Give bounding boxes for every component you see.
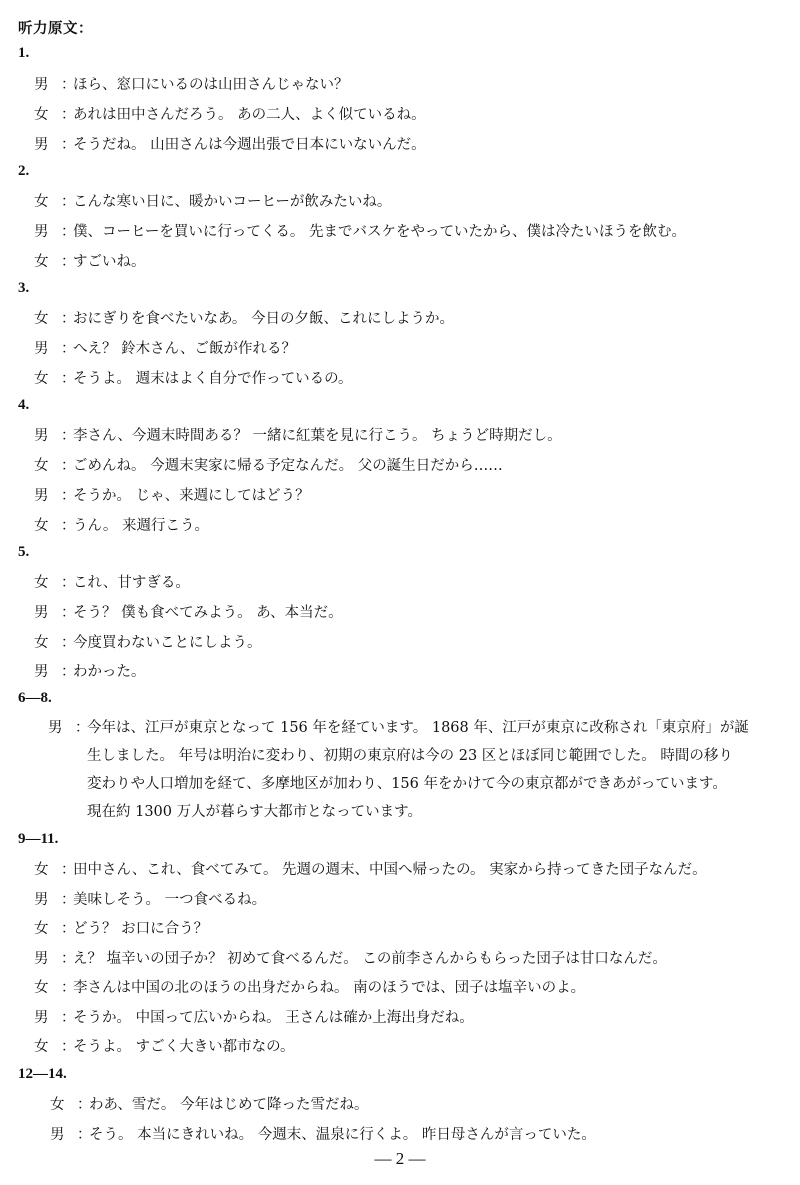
speaker-separator: ： [61, 892, 76, 908]
dialogue-text: そうか。 中国って広いからね。 王さんは確か上海出身だね。 [73, 1010, 474, 1026]
page-title: 听力原文： [18, 21, 93, 37]
speaker-label: 男 [34, 488, 49, 504]
monologue-line [87, 774, 727, 794]
speaker-label: 男 [34, 951, 49, 967]
dialogue-line [34, 135, 426, 155]
dialogue-line [34, 978, 585, 998]
monologue-line [48, 718, 749, 738]
section-number: 5. [18, 544, 30, 560]
dialogue-text: こんな寒い日に、暖かいコーヒーが飲みたいね。 [73, 194, 392, 210]
speaker-label: 女 [34, 575, 49, 591]
dialogue-line [34, 1008, 474, 1028]
dialogue-line [34, 105, 426, 125]
speaker-label: 男 [34, 1010, 49, 1026]
dialogue-text: 田中さん、これ、食べてみて。 先週の週末、中国へ帰ったの。 実家から持ってきた団子なんだ。 [73, 862, 707, 878]
dialogue-line [34, 573, 190, 593]
speaker-separator: ： [61, 77, 76, 93]
dialogue-line [34, 75, 349, 95]
speaker-label: 女 [34, 194, 49, 210]
section-number: 9—11. [18, 831, 59, 847]
dialogue-line [34, 919, 208, 939]
speaker-label: 女 [34, 254, 49, 270]
speaker-label: 女 [34, 311, 49, 327]
speaker-label: 男 [34, 341, 49, 357]
dialogue-text: ほら、窓口にいるのは山田さんじゃない？ [73, 77, 349, 93]
speaker-label: 男 [50, 1127, 65, 1143]
dialogue-text: そう。 本当にきれいね。 今週末、温泉に行くよ。 昨日母さんが言っていた。 [89, 1127, 596, 1143]
speaker-label: 男 [34, 137, 49, 153]
dialogue-text: そうだね。 山田さんは今週出張で日本にいないんだ。 [73, 137, 426, 153]
section-number: 2. [18, 163, 30, 179]
speaker-label: 男 [48, 720, 63, 736]
monologue-text: 現在約 1300 万人が暮らす大都市となっています。 [87, 804, 422, 820]
page-number: — 2 — [374, 1149, 426, 1168]
dialogue-text: 美味しそう。 一つ食べるね。 [73, 892, 267, 908]
speaker-separator: ： [61, 224, 76, 240]
section-number: 3. [18, 280, 30, 296]
dialogue-line [50, 1125, 596, 1145]
speaker-separator: ： [61, 635, 76, 651]
speaker-separator: ： [61, 575, 76, 591]
speaker-label: 男 [34, 892, 49, 908]
section-number: 4. [18, 397, 30, 413]
dialogue-line [34, 603, 343, 623]
dialogue-line [34, 192, 391, 212]
speaker-label: 男 [34, 605, 49, 621]
speaker-label: 女 [34, 921, 49, 937]
speaker-separator: ： [61, 311, 76, 327]
dialogue-line [34, 252, 146, 272]
dialogue-text: 今度買わないことにしよう。 [73, 635, 262, 651]
speaker-separator: ： [75, 720, 90, 736]
speaker-separator: ： [61, 1039, 76, 1055]
monologue-text: 変わりや人口増加を経て、多摩地区が加わり、156 年をかけて今の東京都ができあがっています。 [87, 776, 727, 792]
monologue-text: 生しました。 年号は明治に変わり、初期の東京府は今の 23 区とほぼ同じ範囲でした。 時間の移り [87, 748, 733, 764]
dialogue-text: 僕、コーヒーを買いに行ってくる。 先までバスケをやっていたから、僕は冷たいほうを飲む。 [73, 224, 687, 240]
dialogue-text: わあ、雪だ。 今年はじめて降った雪だね。 [89, 1097, 369, 1113]
dialogue-text: おにぎりを食べたいなあ。 今日の夕飯、これにしようか。 [73, 311, 455, 327]
dialogue-text: え？ 塩辛いの団子か？ 初めて食べるんだ。 この前李さんからもらった団子は甘口なんだ。 [73, 951, 667, 967]
dialogue-text: そう？ 僕も食べてみよう。 あ、本当だ。 [73, 605, 343, 621]
section-number: 1. [18, 45, 30, 61]
monologue-line [87, 802, 422, 822]
dialogue-text: わかった。 [73, 664, 146, 680]
speaker-separator: ： [61, 518, 76, 534]
monologue-line [87, 746, 733, 766]
speaker-separator: ： [61, 1010, 76, 1026]
speaker-separator: ： [61, 341, 76, 357]
dialogue-line [34, 486, 310, 506]
speaker-label: 女 [34, 371, 49, 387]
speaker-separator: ： [77, 1127, 92, 1143]
dialogue-line [34, 516, 209, 536]
speaker-separator: ： [61, 458, 76, 474]
dialogue-line [34, 426, 562, 446]
speaker-separator: ： [61, 980, 76, 996]
speaker-separator: ： [61, 488, 76, 504]
dialogue-line [34, 949, 667, 969]
dialogue-line [34, 890, 266, 910]
monologue-text: 今年は、江戸が東京となって 156 年を経ています。 1868 年、江戸が東京に改称され「東京府」が誕 [87, 720, 749, 736]
dialogue-text: 李さん、今週末時間ある？ 一緒に紅葉を見に行こう。 ちょうど時期だし。 [73, 428, 562, 444]
speaker-separator: ： [61, 664, 76, 680]
dialogue-text: そうか。 じゃ、来週にしてはどう？ [73, 488, 310, 504]
speaker-separator: ： [61, 862, 76, 878]
speaker-label: 女 [34, 980, 49, 996]
dialogue-line [34, 339, 296, 359]
dialogue-line [34, 456, 503, 476]
section-number: 6—8. [18, 690, 52, 706]
speaker-label: 女 [50, 1097, 65, 1113]
dialogue-line [34, 1037, 295, 1057]
speaker-label: 女 [34, 107, 49, 123]
dialogue-text: すごいね。 [73, 254, 146, 270]
speaker-separator: ： [61, 371, 76, 387]
dialogue-line [34, 633, 262, 653]
dialogue-text: これ、甘すぎる。 [73, 575, 190, 591]
speaker-label: 女 [34, 458, 49, 474]
dialogue-line [34, 860, 707, 880]
dialogue-line [34, 222, 686, 242]
speaker-separator: ： [61, 921, 76, 937]
speaker-label: 女 [34, 862, 49, 878]
dialogue-text: あれは田中さんだろう。 あの二人、よく似ているね。 [73, 107, 426, 123]
speaker-separator: ： [61, 107, 76, 123]
dialogue-line [50, 1095, 369, 1115]
speaker-label: 女 [34, 635, 49, 651]
dialogue-text: うん。 来週行こう。 [73, 518, 209, 534]
dialogue-line [34, 369, 353, 389]
dialogue-text: 李さんは中国の北のほうの出身だからね。 南のほうでは、団子は塩辛いのよ。 [73, 980, 586, 996]
section-number: 12—14. [18, 1066, 67, 1082]
speaker-label: 女 [34, 518, 49, 534]
dialogue-text: そうよ。 すごく大きい都市なの。 [73, 1039, 295, 1055]
speaker-separator: ： [61, 254, 76, 270]
speaker-label: 女 [34, 1039, 49, 1055]
speaker-separator: ： [77, 1097, 92, 1113]
dialogue-text: へえ？ 鈴木さん、ご飯が作れる？ [73, 341, 296, 357]
speaker-separator: ： [61, 605, 76, 621]
speaker-label: 男 [34, 428, 49, 444]
speaker-separator: ： [61, 137, 76, 153]
speaker-separator: ： [61, 428, 76, 444]
speaker-label: 男 [34, 664, 49, 680]
dialogue-line [34, 662, 146, 682]
speaker-label: 男 [34, 224, 49, 240]
dialogue-line [34, 309, 454, 329]
dialogue-text: ごめんね。 今週末実家に帰る予定なんだ。 父の誕生日だから…… [73, 458, 503, 474]
speaker-separator: ： [61, 194, 76, 210]
speaker-separator: ： [61, 951, 76, 967]
speaker-label: 男 [34, 77, 49, 93]
dialogue-text: そうよ。 週末はよく自分で作っているの。 [73, 371, 353, 387]
dialogue-text: どう？ お口に合う？ [73, 921, 209, 937]
